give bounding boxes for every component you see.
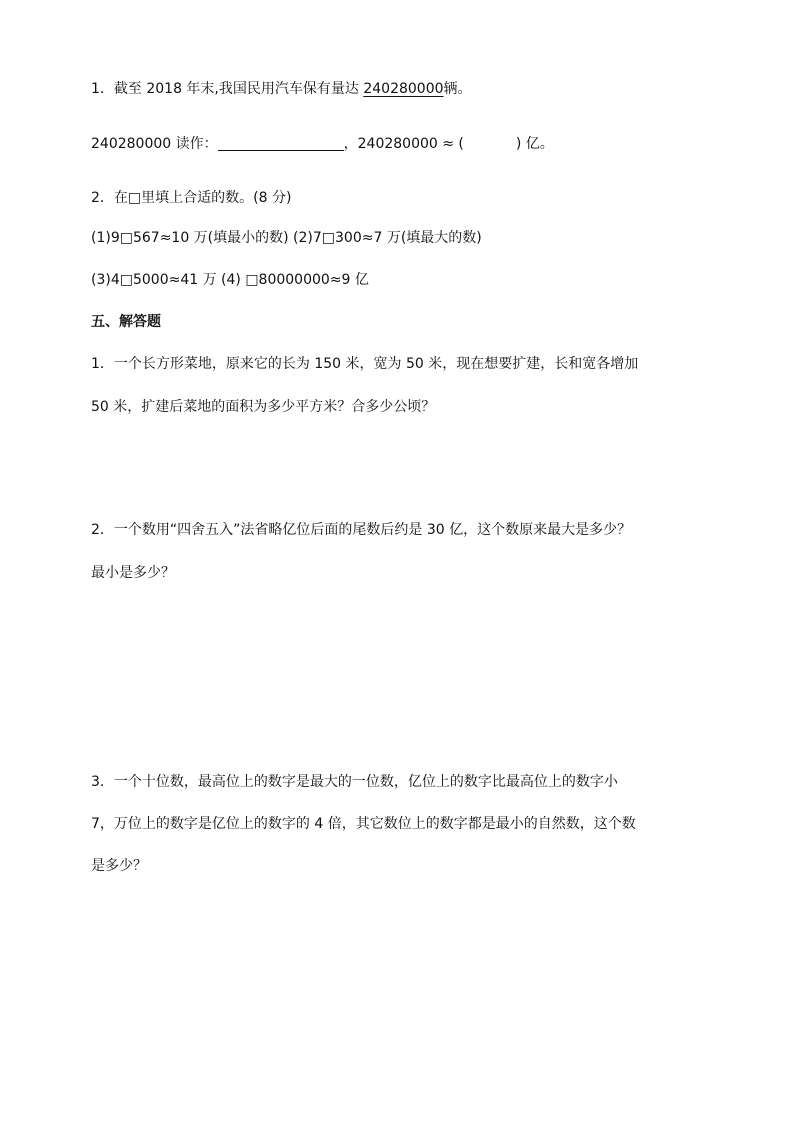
q2-row-1: (1)9□567≈10 万(填最小的数) (2)7□300≈7 万(填最大的数) xyxy=(91,230,482,246)
problem-1-line-2: 50 米，扩建后菜地的面积为多少平方米？合多少公顷？ xyxy=(91,399,436,415)
section-heading: 五、解答题 xyxy=(91,314,161,330)
problem-2-line-2: 最小是多少？ xyxy=(91,565,175,581)
q1-text-post: 辆。 xyxy=(443,81,472,97)
problem-3-line-3: 是多少？ xyxy=(91,858,147,874)
problem-3-line-1: 3．一个十位数，最高位上的数字是最大的一位数，亿位上的数字比最高位上的数字小 xyxy=(91,774,618,790)
problem-2-line-1: 2．一个数用“四舍五入”法省略亿位后面的尾数后约是 30 亿，这个数原来最大是多少？ xyxy=(91,522,632,538)
q2-row-2: (3)4□5000≈41 万 (4) □80000000≈9 亿 xyxy=(91,272,369,288)
q1-answer-line xyxy=(91,135,554,153)
problem-1-line-1: 1．一个长方形菜地，原来它的长为 150 米，宽为 50 米，现在想要扩建，长和宽各增加 xyxy=(91,356,639,372)
q1-approx-label: ，240280000 ≈ ( xyxy=(343,136,464,152)
q1-statement xyxy=(91,80,472,98)
q1-read-label: 240280000 读作： xyxy=(91,136,218,152)
problem-3-line-2: 7，万位上的数字是亿位上的数字的 4 倍，其它数位上的数字都是最小的自然数，这个数 xyxy=(91,816,636,832)
q2-title: 2．在□里填上合适的数。(8 分) xyxy=(91,190,292,206)
q1-text-pre: 1．截至 2018 年末,我国民用汽车保有量达 xyxy=(91,81,364,97)
reading-answer-blank[interactable] xyxy=(218,136,344,151)
q1-underlined-number: 240280000 xyxy=(363,81,444,97)
q1-unit-label: ) 亿。 xyxy=(515,136,554,152)
